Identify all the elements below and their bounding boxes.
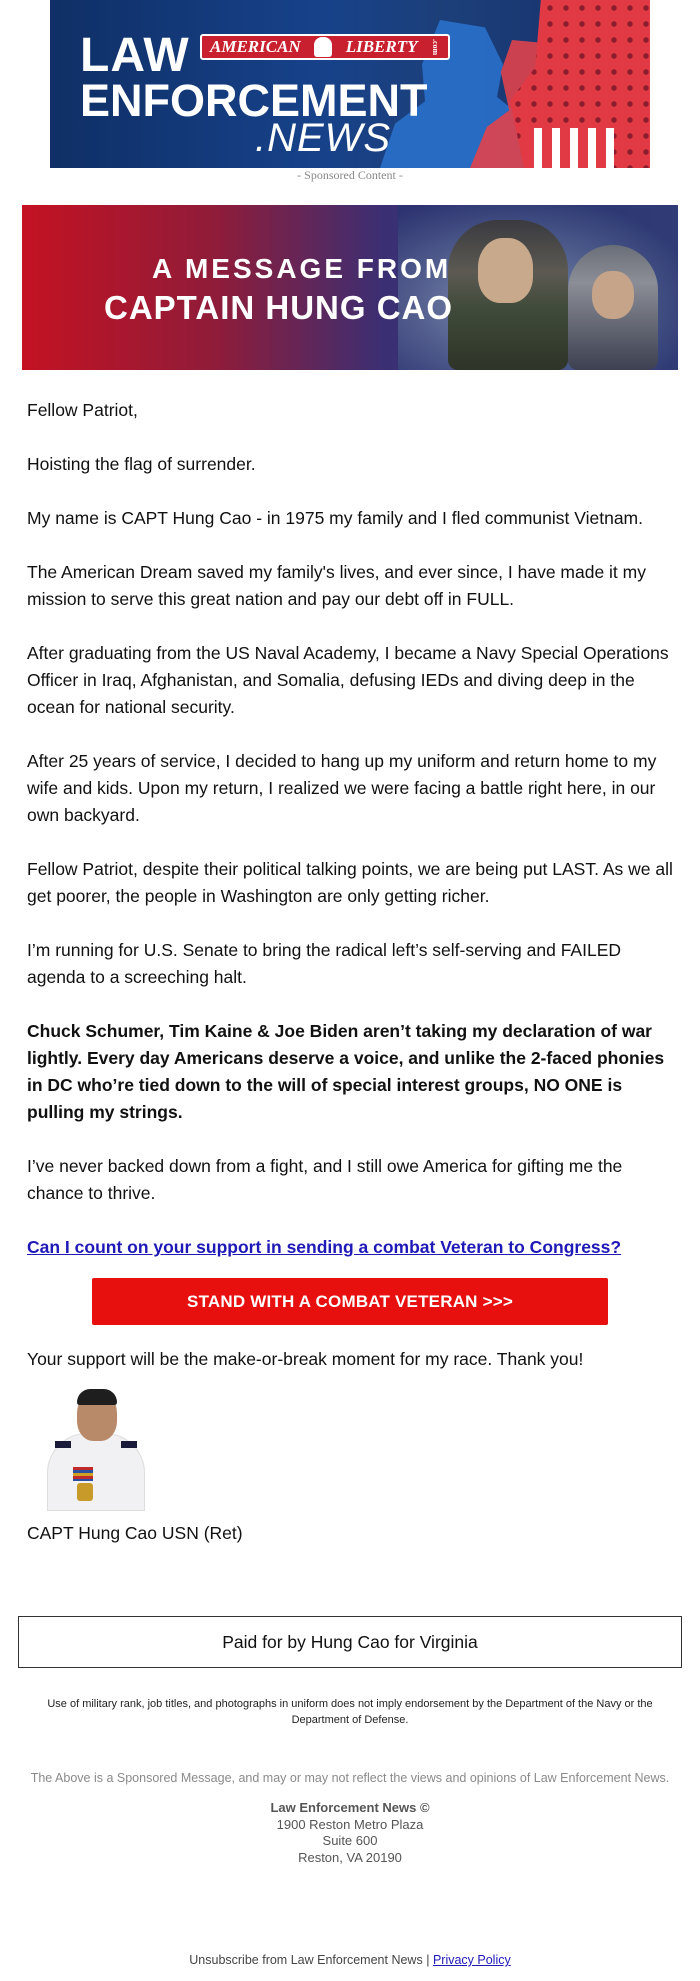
hero-title-line1: A MESSAGE FROM: [152, 253, 452, 284]
logo-word-enforcement: ENFORCEMENT: [80, 75, 428, 126]
paid-for-box: [18, 1616, 682, 1668]
letter-paragraph: Fellow Patriot, despite their political talking points, we are being put LAST. As we all get poorer, the people in Washington are only getting richer.: [27, 859, 673, 906]
address-line: 1900 Reston Metro Plaza: [276, 1816, 424, 1832]
letter-body: [27, 397, 675, 1288]
privacy-policy-link[interactable]: Privacy Policy: [432, 1953, 511, 1967]
support-cta-link[interactable]: Can I count on your support in sending a combat Veteran to Congress?: [27, 1237, 622, 1257]
letter-paragraph: After graduating from the US Naval Academy, I became a Navy Special Operations Officer in Iraq, Afghanistan, and Somalia, defusing IEDs and diving deep in the ocean for national security.: [27, 643, 669, 717]
signature-name: CAPT Hung Cao USN (Ret): [27, 1523, 243, 1543]
pilot-photo: [568, 245, 658, 370]
ribbon-left-text: AMERICAN: [210, 37, 301, 56]
greeting: Fellow Patriot,: [27, 400, 138, 420]
letter-paragraph: The American Dream saved my family's lives, and ever since, I have made it my mission to serve this great nation and pay our debt off in FULL.: [27, 562, 646, 609]
captain-portrait-photo: [47, 1383, 145, 1511]
ribbon-dotcom-text: .com: [431, 38, 440, 56]
ribbon-right-text: LIBERTY: [345, 37, 418, 56]
letter-paragraph-bold: Chuck Schumer, Tim Kaine & Joe Biden aren’t taking my declaration of war lightly. Every day Americans deserve a voice, and unlike the 2-faced phonies in DC who’re tied down to the will of special interest groups, NO ONE is pulling my strings.: [27, 1021, 665, 1122]
footer-links: [0, 1953, 700, 1967]
address-line: Reston, VA 20190: [298, 1849, 402, 1865]
sponsored-content-tag: - Sponsored Content -: [297, 168, 403, 182]
address-org: Law Enforcement News ©: [270, 1800, 430, 1815]
military-disclaimer: Use of military rank, job titles, and photographs in uniform does not imply endorsement by the Department of the Navy or the Department of Defense.: [47, 1698, 653, 1726]
american-liberty-ribbon: [200, 34, 450, 60]
address-line: Suite 600: [322, 1833, 378, 1848]
shoulder-board: [55, 1441, 71, 1448]
letter-paragraph: Hoisting the flag of surrender.: [27, 454, 256, 474]
stand-with-veteran-button[interactable]: STAND WITH A COMBAT VETERAN >>>: [92, 1278, 608, 1325]
paid-for-text: Paid for by Hung Cao for Virginia: [222, 1631, 478, 1652]
hero-title-line2: CAPTAIN HUNG CAO: [104, 289, 454, 326]
unsubscribe-brand: Law Enforcement News: [290, 1953, 423, 1967]
letter-paragraph: After 25 years of service, I decided to hang up my uniform and return home to my wife and kids. Upon my return, I realized we were facing a battle right here, in our own backyard.: [27, 751, 657, 825]
pilot-face: [592, 271, 634, 319]
captain-photo: [448, 220, 568, 370]
sponsored-message-note: The Above is a Sponsored Message, and may or may not reflect the views and opinions of Law Enforcement News.: [30, 1771, 670, 1785]
logo-word-law: LAW: [80, 29, 190, 82]
cta-link-paragraph: [27, 1234, 675, 1261]
closing-line: Your support will be the make-or-break moment for my race. Thank you!: [27, 1349, 584, 1369]
letter-paragraph: I’ve never backed down from a fight, and I still owe America for gifting me the chance to thrive.: [27, 1156, 623, 1203]
medals: [77, 1483, 93, 1501]
shoulder-board: [121, 1441, 137, 1448]
letter-paragraph: I’m running for U.S. Senate to bring the radical left’s self-serving and FAILED agenda to a screeching halt.: [27, 940, 622, 987]
mailing-address: [0, 1800, 700, 1866]
medal-ribbons: [73, 1467, 93, 1481]
letter-paragraph: My name is CAPT Hung Cao - in 1975 my family and I fled communist Vietnam.: [27, 508, 643, 528]
unsubscribe-text: Unsubscribe from: [189, 1953, 288, 1967]
liberty-bell-icon: [314, 37, 332, 57]
footer-separator: |: [426, 1953, 430, 1967]
portrait-hair: [77, 1389, 117, 1405]
captain-face: [478, 238, 533, 303]
logo-word-news: .NEWS: [255, 116, 392, 160]
unsubscribe-link[interactable]: [189, 1953, 422, 1967]
hero-message-banner[interactable]: [22, 205, 678, 370]
flag-stripes-graphic: [524, 128, 614, 168]
header-banner-logo[interactable]: [50, 0, 650, 168]
